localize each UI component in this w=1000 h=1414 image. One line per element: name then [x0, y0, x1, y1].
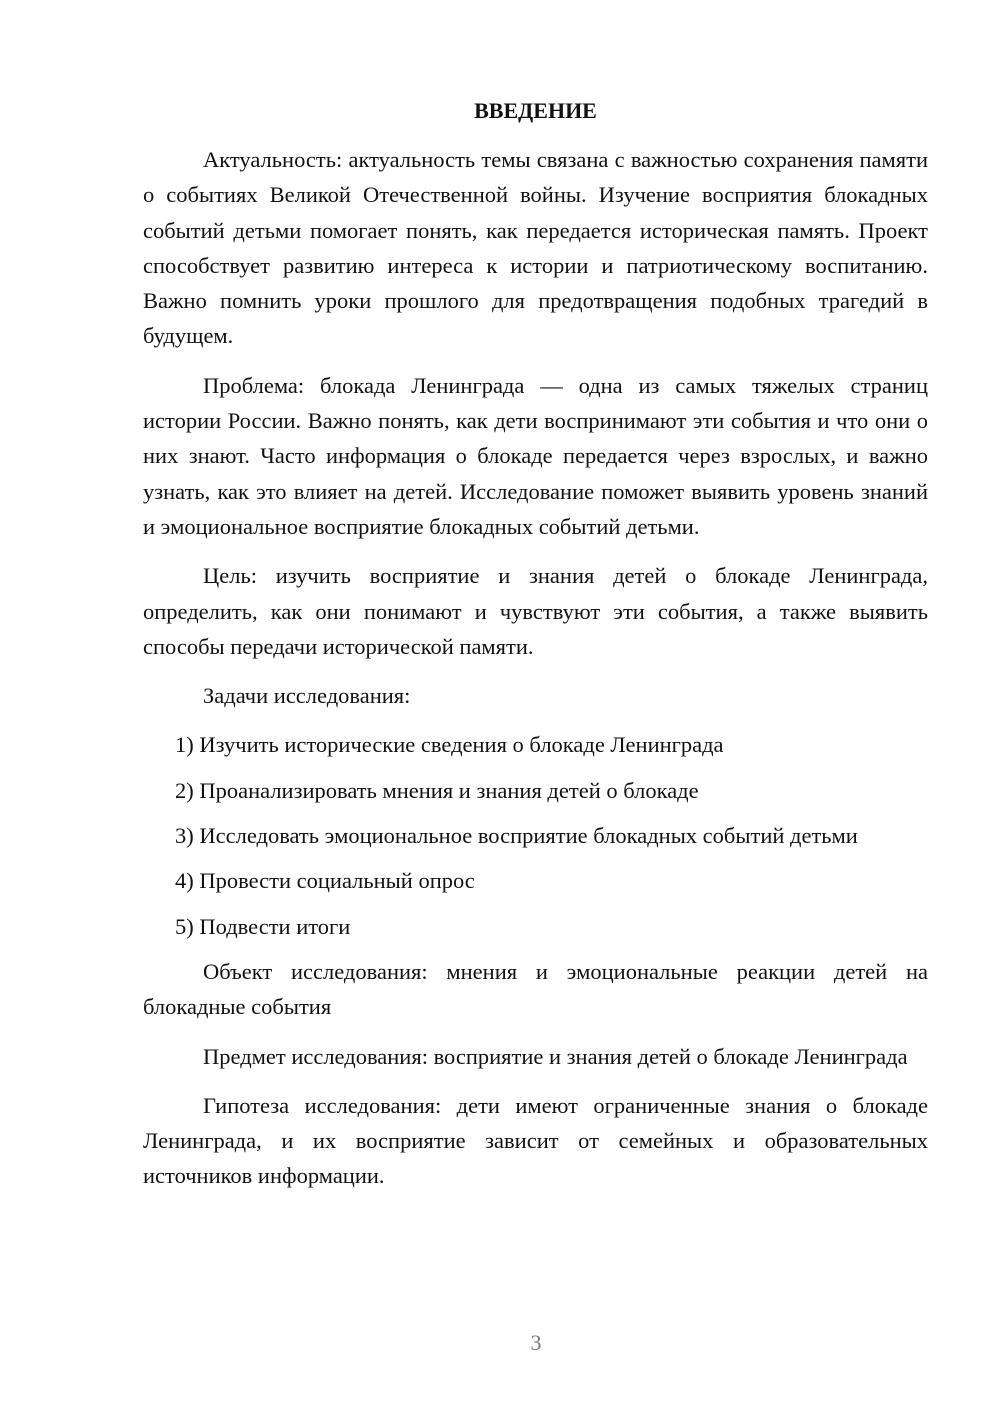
- tasks-heading: Задачи исследования:: [203, 683, 411, 709]
- page-number: 3: [530, 1330, 542, 1355]
- task-item-4: 4) Провести социальный опрос: [175, 868, 475, 894]
- page-content: [143, 94, 928, 1208]
- paragraph-hypothesis: Гипотеза исследования: дети имеют ограниченные знания о блокаде Ленинграда, и их восприятие зависит от семейных и образовательных источников информации.: [143, 1092, 928, 1189]
- task-item-5: 5) Подвести итоги: [175, 913, 351, 939]
- paragraph-object: Объект исследования: мнения и эмоциональные реакции детей на блокадные события: [143, 958, 928, 1020]
- task-item-1: 1) Изучить исторические сведения о блокаде Ленинграда: [175, 732, 724, 758]
- paragraph-subject: Предмет исследования: восприятие и знания детей о блокаде Ленинграда: [203, 1043, 908, 1069]
- task-item-2: 2) Проанализировать мнения и знания детей о блокаде: [175, 777, 699, 803]
- section-title: ВВЕДЕНИЕ: [474, 98, 597, 123]
- paragraph-problem: Проблема: блокада Ленинграда — одна из самых тяжелых страниц истории России. Важно понять, как дети воспринимают эти события и что они о них знают. Часто информация о блокаде передается через взрослых, и важно узнать, как это влияет на детей. Исследование поможет выявить уровень знаний и эмоциональное восприятие блокадных событий детьми.: [143, 372, 928, 539]
- paragraph-relevance: Актуальность: актуальность темы связана с важностью сохранения памяти о событиях Великой Отечественной войны. Изучение восприятия блокадных событий детьми помогает понять, как передается историческая память. Проект способствует развитию интереса к истории и патриотическому воспитанию. Важно помнить уроки прошлого для предотвращения подобных трагедий в будущем.: [143, 147, 928, 349]
- paragraph-goal: Цель: изучить восприятие и знания детей о блокаде Ленинграда, определить, как они понимают и чувствуют эти события, а также выявить способы передачи исторической памяти.: [143, 563, 928, 659]
- task-item-3: 3) Исследовать эмоциональное восприятие блокадных событий детьми: [175, 823, 858, 849]
